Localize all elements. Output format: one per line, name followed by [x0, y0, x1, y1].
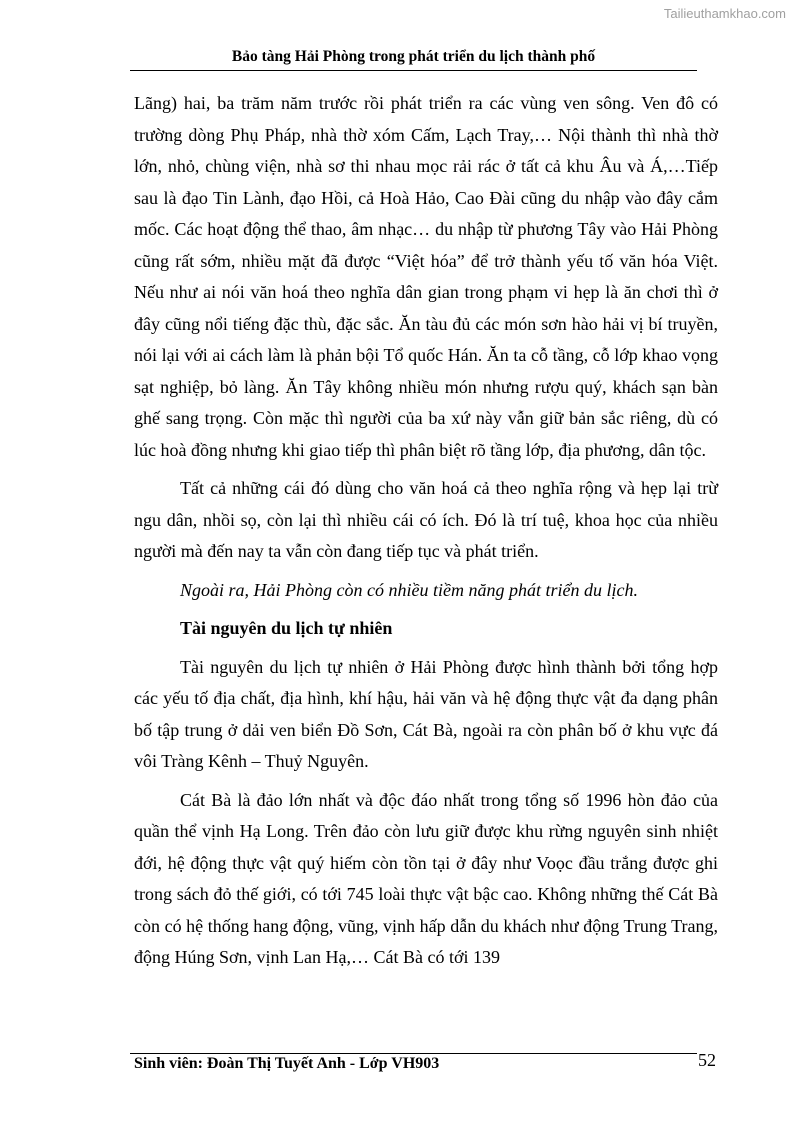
page-header-title: Bảo tàng Hải Phòng trong phát triển du lịch thành phố	[231, 48, 596, 65]
footer-divider	[130, 1053, 697, 1054]
watermark: Tailieuthamkhao.com	[663, 6, 786, 21]
paragraph-natural-resources: Tài nguyên du lịch tự nhiên ở Hải Phòng được hình thành bởi tổng hợp các yếu tố địa chất, địa hình, khí hậu, hải văn và hệ động thực vật đa dạng phân bố tập trung ở dải ven biển Đồ Sơn, Cát Bà, ngoài ra còn phân bố ở khu vực đá vôi Tràng Kênh – Thuỷ Nguyên.	[134, 656, 718, 771]
paragraph-tourism-potential: Ngoài ra, Hải Phòng còn có nhiều tiềm năng phát triển du lịch.	[180, 579, 638, 600]
paragraph-cat-ba: Cát Bà là đảo lớn nhất và độc đáo nhất trong tổng số 1996 hòn đảo của quần thể vịnh Hạ Long. Trên đảo còn lưu giữ được khu rừng nguyên sinh nhiệt đới, hệ động thực vật quý hiếm còn tồn tại ở đây như Voọc đầu trắng được ghi trong sách đỏ thế giới, có tới 745 loài thực vật bậc cao. Không những thế Cát Bà còn có hệ thống hang động, vũng, vịnh hấp dẫn du khách như động Trung Trang, động Húng Sơn, vịnh Lan Hạ,… Cát Bà có tới 139	[134, 789, 718, 967]
document-body	[134, 88, 718, 981]
paragraph-culture: Lãng) hai, ba trăm năm trước rồi phát triển ra các vùng ven sông. Ven đô có trường dòng Phụ Pháp, nhà thờ xóm Cấm, Lạch Tray,… Nội thành thì nhà thờ lớn, nhỏ, chùng viện, nhà sơ thi nhau mọc rải rác ở tất cả khu Âu và Á,…Tiếp sau là đạo Tin Lành, đạo Hồi, cả Hoà Hảo, Cao Đài cũng du nhập vào đây cắm mốc. Các hoạt động thể thao, âm nhạc… du nhập từ phương Tây vào Hải Phòng cũng rất sớm, nhiều mặt đã được “Việt hóa” để trở thành yếu tố văn hóa Việt. Nếu như ai nói văn hoá theo nghĩa dân gian trong phạm vi hẹp là ăn chơi thì ở đây cũng nổi tiếng đặc thù, đặc sắc. Ăn tàu đủ các món sơn hào hải vị bí truyền, nói lại với ai cách làm là phản bội Tổ quốc Hán. Ăn ta cỗ tầng, cỗ lớp khao vọng sạt nghiệp, bỏ làng. Ăn Tây không nhiều món nhưng rượu quý, khách sạn bàn ghế sang trọng. Còn mặc thì người của ba xứ này vẫn giữ bản sắc riêng, dù có lúc hoà đồng nhưng khi giao tiếp thì phân biệt rõ tầng lớp, địa phương, dân tộc.	[134, 93, 718, 460]
page-number: 52	[698, 1050, 716, 1070]
section-heading: Tài nguyên du lịch tự nhiên	[180, 618, 393, 638]
paragraph-summary: Tất cả những cái đó dùng cho văn hoá cả theo nghĩa rộng và hẹp lại trừ ngu dân, nhồi sọ, còn lại thì nhiều cái có ích. Đó là trí tuệ, khoa học của nhiều người mà đến nay ta vẫn còn đang tiếp tục và phát triển.	[134, 478, 718, 561]
header-divider	[130, 70, 697, 71]
footer-student-info: Sinh viên: Đoàn Thị Tuyết Anh - Lớp VH903	[134, 1055, 440, 1072]
